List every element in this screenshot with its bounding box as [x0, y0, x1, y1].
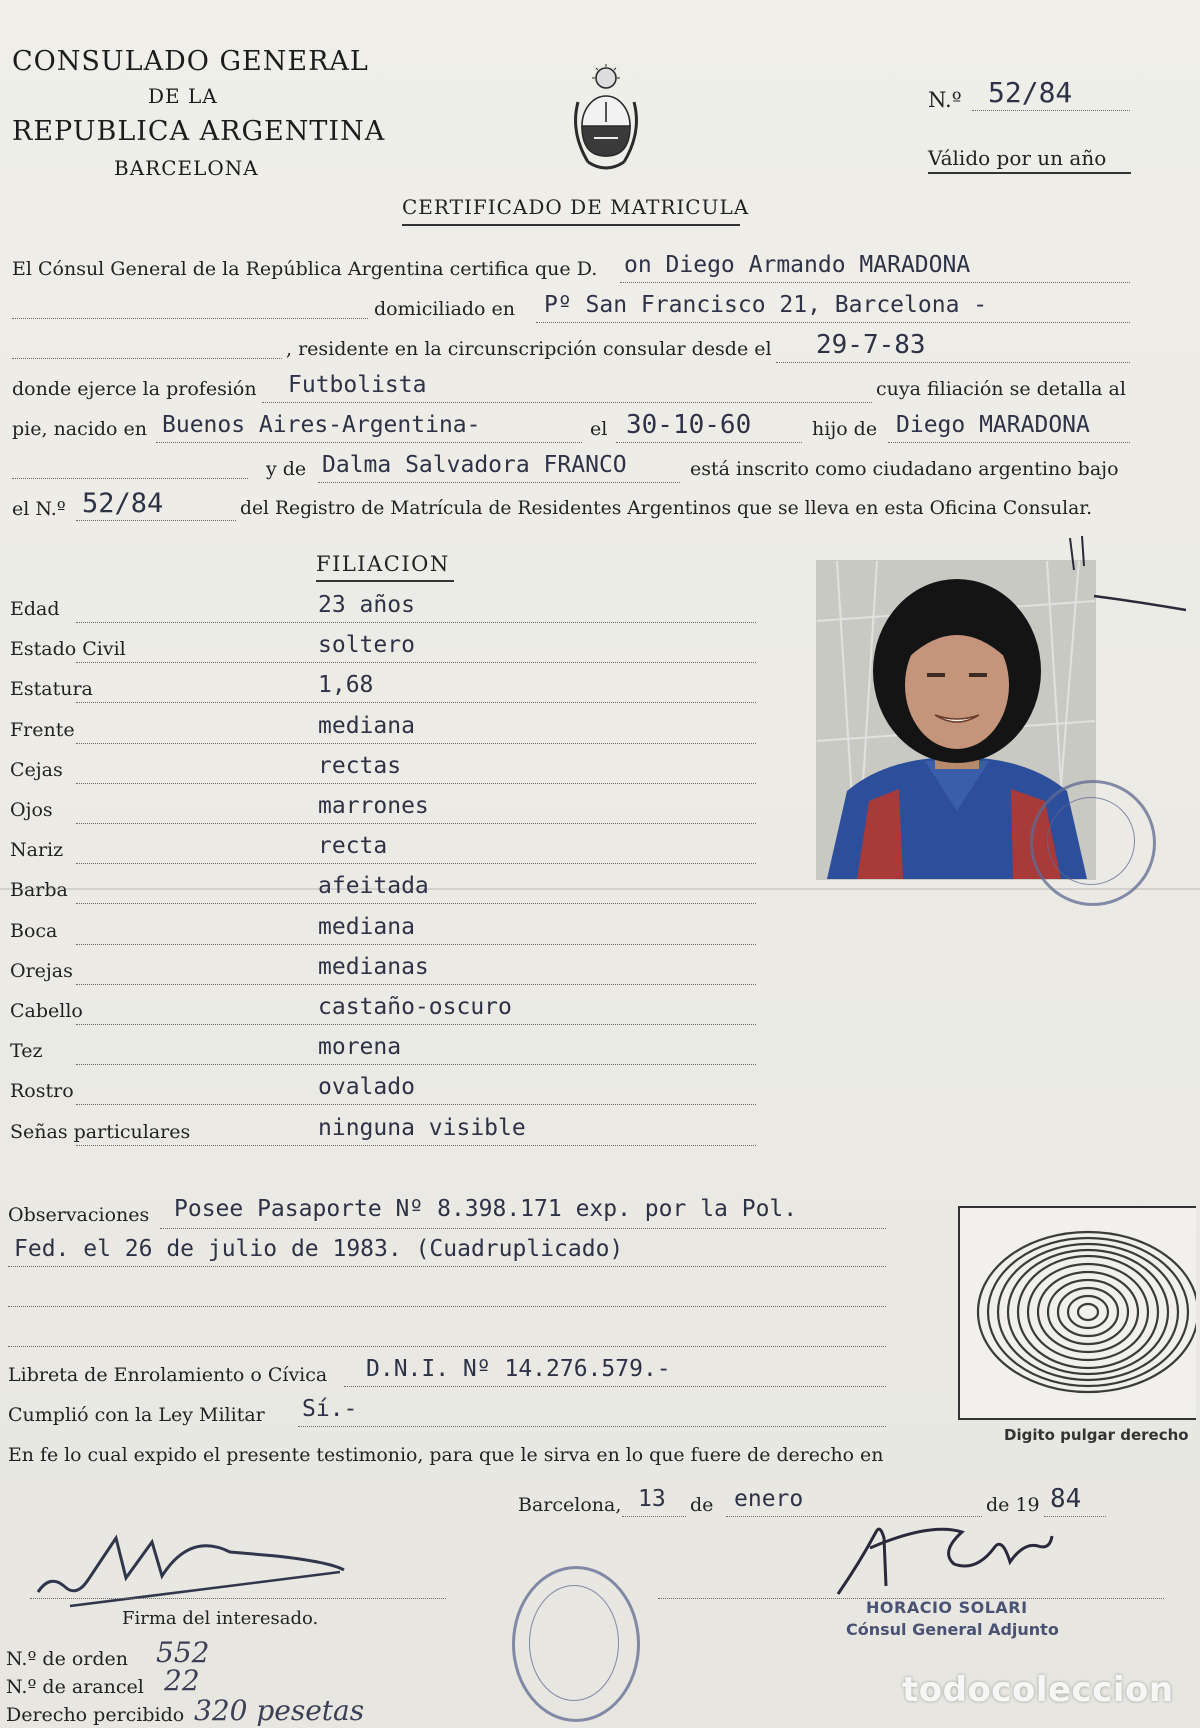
observaciones-rule-2 [8, 1266, 886, 1267]
filiacion-label: Señas particulares [10, 1121, 191, 1143]
reg-number-value: 52/84 [82, 488, 164, 519]
filiacion-label: Rostro [10, 1080, 74, 1102]
libreta-label: Libreta de Enrolamiento o Cívica [8, 1364, 328, 1386]
born-label: pie, nacido en [12, 418, 147, 440]
intro-text: El Cónsul General de la República Argentina certifica que D. [12, 258, 598, 280]
filiacion-row-line [76, 823, 756, 824]
filiacion-value: morena [318, 1034, 402, 1060]
filiacion-value: ovalado [318, 1074, 415, 1100]
filiacion-label: Edad [10, 598, 60, 620]
el-label: el [590, 418, 608, 440]
filiacion-row-line [76, 1104, 756, 1105]
order-value: 552 [156, 1636, 210, 1669]
filiacion-row-line [76, 702, 756, 703]
resident-line [776, 362, 1130, 363]
received-value: 320 pesetas [194, 1694, 365, 1727]
filiacion-row-line [76, 863, 756, 864]
filiacion-row-line [76, 743, 756, 744]
observaciones-line-2: Fed. el 26 de julio de 1983. (Cuadruplicado) [14, 1236, 624, 1262]
consulate-line-3: REPUBLICA ARGENTINA [12, 116, 386, 147]
birthplace-value: Buenos Aires-Argentina- [162, 412, 481, 438]
and-label: y de [266, 458, 307, 480]
military-label: Cumplió con la Ley Militar [8, 1404, 265, 1426]
validity-text: Válido por un año [928, 146, 1107, 170]
received-label: Derecho percibido [6, 1704, 185, 1726]
address-value: Pº San Francisco 21, Barcelona - [544, 292, 988, 318]
consul-name: HORACIO SOLARI [866, 1598, 1028, 1617]
inscribed-label: está inscrito como ciudadano argentino bajo [690, 458, 1119, 480]
watermark: todocoleccion [902, 1670, 1174, 1710]
observaciones-rule-3 [8, 1306, 886, 1307]
filiacion-value: mediana [318, 713, 415, 739]
blank-line-2 [12, 358, 282, 359]
fold-crease [0, 888, 1200, 890]
father-value: Diego MARADONA [896, 412, 1090, 438]
filiacion-value: recta [318, 833, 388, 859]
closing-day-line [622, 1516, 686, 1517]
filiacion-label: Frente [10, 719, 75, 741]
interested-signature-line [30, 1598, 446, 1599]
filiacion-label: Orejas [10, 960, 73, 982]
order-label: N.º de orden [6, 1648, 129, 1670]
libreta-line [344, 1386, 886, 1387]
profession-line [262, 402, 872, 403]
name-line [620, 282, 1130, 283]
filiacion-label: Cabello [10, 1000, 83, 1022]
filiacion-label: Barba [10, 879, 68, 901]
filiacion-row-line [76, 944, 756, 945]
filiacion-row-line [76, 1024, 756, 1025]
registry-text: del Registro de Matrícula de Residentes Argentinos que se lleva en esta Oficina Consular. [240, 498, 1093, 519]
blank-line-1 [12, 318, 368, 319]
validity-underline [928, 172, 1131, 174]
father-line [888, 442, 1130, 443]
mother-value: Dalma Salvadora FRANCO [322, 452, 627, 478]
observaciones-rule-1 [160, 1228, 886, 1229]
filiacion-row-line [76, 1064, 756, 1065]
observaciones-label: Observaciones [8, 1204, 150, 1226]
resident-since-value: 29-7-83 [816, 330, 926, 360]
document-title: CERTIFICADO DE MATRICULA [402, 195, 750, 219]
military-line [298, 1426, 886, 1427]
filiation-label: cuya filiación se detalla al [876, 378, 1126, 400]
reg-prefix: el N.º [12, 498, 66, 520]
closing-year-prefix: de 19 [986, 1494, 1040, 1516]
profession-label: donde ejerce la profesión [12, 378, 257, 400]
consulate-line-1: CONSULADO GENERAL [12, 46, 369, 77]
profession-value: Futbolista [288, 372, 427, 398]
consulate-round-stamp [512, 1566, 640, 1722]
filiacion-row-line [76, 1145, 756, 1146]
libreta-value: D.N.I. Nº 14.276.579.- [366, 1356, 671, 1382]
reg-number-line [76, 520, 236, 521]
filiacion-value: castaño-oscuro [318, 994, 512, 1020]
observaciones-rule-4 [8, 1346, 886, 1347]
fingerprint-box [958, 1206, 1196, 1420]
filiacion-label: Nariz [10, 839, 64, 861]
consul-signature [830, 1512, 1060, 1602]
filiacion-value: mediana [318, 914, 415, 940]
interested-signature-label: Firma del interesado. [122, 1608, 319, 1629]
closing-year: 84 [1050, 1484, 1082, 1514]
blank-line-3 [12, 478, 248, 479]
consulate-line-2: DE LA [148, 84, 218, 108]
filiacion-row-line [76, 984, 756, 985]
military-value: Sí.- [302, 1396, 358, 1422]
fee-value: 22 [164, 1664, 200, 1697]
consulate-line-4: BARCELONA [114, 156, 259, 180]
filiacion-label: Ojos [10, 799, 53, 821]
filiacion-value: medianas [318, 954, 429, 980]
closing-month: enero [734, 1486, 804, 1512]
fee-label: N.º de arancel [6, 1676, 144, 1698]
filiacion-row-line [76, 662, 756, 663]
argentina-coat-of-arms-icon [568, 62, 644, 180]
closing-day: 13 [638, 1486, 666, 1512]
photo-overlap-pen-stroke [1060, 530, 1190, 620]
filiacion-value: 1,68 [318, 672, 374, 698]
address-line [536, 322, 1130, 323]
certificate-number: 52/84 [988, 76, 1073, 109]
birth-date-line [616, 442, 802, 443]
filiacion-value: rectas [318, 753, 402, 779]
number-prefix: N.º [928, 88, 962, 112]
filiacion-label: Estado Civil [10, 638, 126, 660]
son-of-label: hijo de [812, 418, 878, 440]
birthplace-line [156, 442, 582, 443]
filiacion-value: ninguna visible [318, 1115, 526, 1141]
filiacion-value: soltero [318, 632, 415, 658]
filiacion-label: Tez [10, 1040, 43, 1062]
closing-place: Barcelona, [518, 1494, 622, 1516]
filiacion-value: afeitada [318, 873, 429, 899]
mother-line [318, 482, 680, 483]
filiacion-label: Cejas [10, 759, 63, 781]
filiacion-row-line [76, 783, 756, 784]
filiacion-value: 23 años [318, 592, 415, 618]
filiacion-value: marrones [318, 793, 429, 819]
filiacion-label: Estatura [10, 678, 93, 700]
birth-date-value: 30-10-60 [626, 410, 752, 440]
domiciled-label: domiciliado en [374, 298, 516, 320]
title-underline [402, 224, 740, 226]
filiacion-row-line [76, 903, 756, 904]
observaciones-line-1: Posee Pasaporte Nº 8.398.171 exp. por la Pol. [174, 1196, 798, 1222]
fingerprint-caption: Digito pulgar derecho [1004, 1426, 1189, 1444]
consul-title: Cónsul General Adjunto [846, 1620, 1059, 1639]
resident-label: , residente en la circunscripción consular desde el [286, 338, 772, 360]
filiacion-row-line [76, 622, 756, 623]
filiacion-title: FILIACION [316, 552, 450, 576]
number-line [972, 110, 1130, 111]
holder-name: on Diego Armando MARADONA [624, 252, 971, 278]
closing-de: de [690, 1494, 714, 1516]
filiacion-underline [316, 580, 454, 582]
closing-text: En fe lo cual expido el presente testimonio, para que le sirva en lo que fuere de derecho en [8, 1444, 884, 1466]
filiacion-label: Boca [10, 920, 58, 942]
consular-stamp-photo [1030, 780, 1156, 906]
